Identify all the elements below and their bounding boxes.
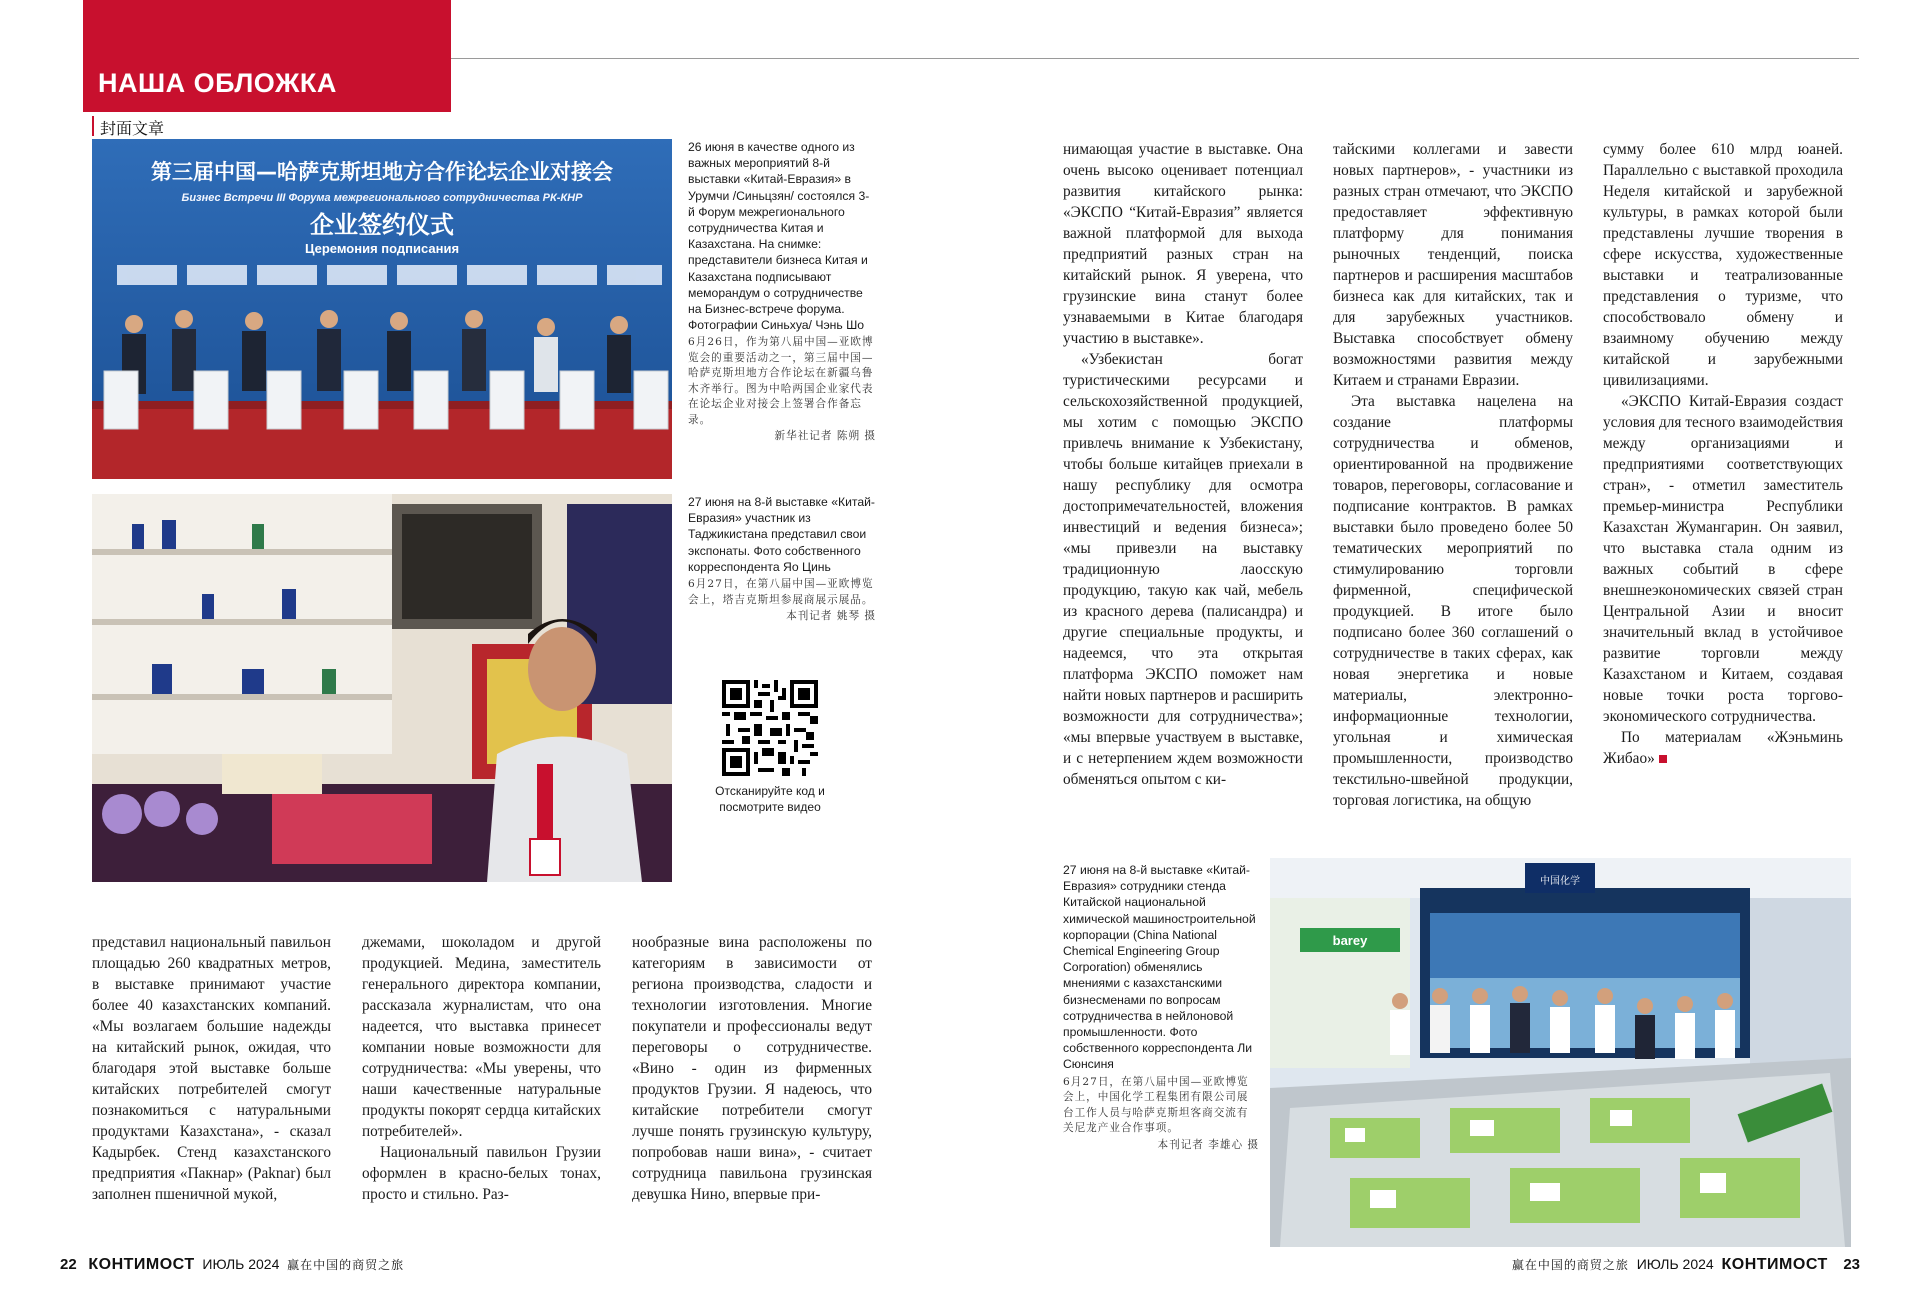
banner-title-zh: 第三届中国—哈萨克斯坦地方合作论坛企业对接会 <box>151 160 613 184</box>
paragraph: Эта выставка нацелена на создание платформы сотрудничества и обменов, ориентированной на продвижение товаров, переговоры, согласование и подписание контрактов. В рамках выставки было проведено более 50 тематических мероприятий по стимулированию торговли фирменной, специфической продукцией. В итоге было подписано более 360 соглашений о сотрудничестве в таких сферах, как новая энергетика и новые материалы, электронно-информационные технологии, угольная и химическая промышленности, производство текстильно-швейной продукции, торговая логистика, на общую <box>1333 393 1573 809</box>
article-left-col-1 <box>92 932 331 1205</box>
page-number-right: 23 <box>1843 1256 1860 1273</box>
caption-photo-2 <box>688 494 876 623</box>
article-right-col-3 <box>1603 139 1843 769</box>
paragraph: нимающая участие в выставке. Она очень высоко оценивает потенциал развития китайского рынка: «ЭКСПО “Китай-Евразия” является важной платформой для выхода предприятий разных стран на китайский рынок. Я уверена, что грузинские вина станут более узнаваемыми в Китае благодаря участию в выставке». <box>1063 141 1303 347</box>
paragraph: джемами, шоколадом и другой продукцией. Медина, заместитель генерального директора компании, рассказала журналистам, что она надеется, что выставка принесет компании новые возможности для сотрудничества: «Мы уверены, что наши качественные натуральные продукты покорят сердца китайских потребителей». <box>362 934 601 1140</box>
article-end-mark <box>1659 755 1667 763</box>
article-right-col-2 <box>1333 139 1573 811</box>
qr-instruction: Отсканируйте код и посмотрите видео <box>715 784 825 814</box>
section-subtitle: 封面文章 <box>100 119 165 138</box>
photo-chemical-booth <box>1270 858 1851 1247</box>
qr-code[interactable] <box>722 680 818 776</box>
footer-left <box>60 1256 404 1274</box>
ceremony-title-ru: Церемония подписания <box>304 241 460 256</box>
issue-date: ИЮЛЬ 2024 <box>202 1256 280 1272</box>
magazine-slogan: 赢在中国的商贸之旅 <box>1511 1258 1629 1272</box>
photo-signing-ceremony <box>92 139 672 479</box>
caption-photo-3 <box>1063 862 1259 1152</box>
caption-2-zh: 6月27日，在第八届中国—亚欧博览会上，塔吉克斯坦参展商展示展品。 <box>688 578 874 606</box>
footer-right <box>1512 1256 1860 1274</box>
header-divider <box>451 58 1859 59</box>
issue-date: ИЮЛЬ 2024 <box>1636 1256 1714 1272</box>
caption-3-credit: 本刊记者 李雄心 摄 <box>1157 1138 1259 1151</box>
caption-1-credit: 新华社记者 陈朔 摄 <box>774 430 876 443</box>
caption-1-text: 26 июня в качестве одного из важных мероприятий 8-й выставки «Китай-Евразия» в Урумчи /Синьцзян/ состоялся 3-й Форум межрегионального сотрудничества Китая и Казахстана. На снимке: представители бизнеса Китая и Казахстана подписывают меморандум о сотрудничестве на Бизнес-встрече форума. Фотографии Синьхуа/ Чэнь Шо <box>688 140 870 333</box>
source-credit <box>1603 727 1843 769</box>
photo-tajik-exhibitor <box>92 494 672 882</box>
banner-title-ru: Бизнес Встречи III Форума межрегионального сотрудничества РК-КНР <box>181 192 583 204</box>
caption-2-credit: 本刊记者 姚琴 摄 <box>786 610 876 623</box>
paragraph: «ЭКСПО Китай-Евразия создаст условия для тесного взаимодействия между организациями и предприятиями соответствующих стран», - отметил заместитель премьер-министра Республики Казахстан Жумангарин. Он заявил, что выставка стала одним из важных событий в сфере внешнеэкономических связей стран Центральной Азии и вносит значительный вклад в устойчивое развитие торговли между Казахстаном и Китаем, создавая новые точки роста торгово-экономического сотрудничества. <box>1603 393 1843 725</box>
paragraph: нообразные вина расположены по категориям в зависимости от региона производства, сладости и технологии изготовления. Многие покупатели и профессионалы ведут переговоры о сотрудничестве. «Вино - один из фирменных продуктов Грузии. Я надеюсь, что китайские потребители смогут лучше понять грузинскую культуру, попробовав наши вина», - считает сотрудница павильона грузинская девушка Нино, впервые при- <box>632 934 872 1203</box>
section-title: НАША ОБЛОЖКА <box>98 68 337 98</box>
booth-brand-sign: barey <box>1332 933 1368 948</box>
caption-1-zh: 6月26日，作为第八届中国—亚欧博览会的重要活动之一，第三届中国—哈萨克斯坦地方合作论坛在新疆乌鲁木齐举行。图为中哈两国企业家代表在论坛企业对接会上签署合作备忘录。 <box>688 336 874 426</box>
caption-2-text: 27 июня на 8-й выставке «Китай-Евразия» участник из Таджикистана представил свои экспонаты. Фото собственного корреспондента Яо Цинь <box>688 495 875 574</box>
ceremony-title-zh: 企业签约仪式 <box>310 211 454 239</box>
caption-3-zh: 6月27日，在第八届中国—亚欧博览会上，中国化学工程集团有限公司展台工作人员与哈萨克斯坦客商交流有关尼龙产业合作事项。 <box>1063 1075 1249 1135</box>
page-number-left: 22 <box>60 1256 77 1273</box>
paragraph: сумму более 610 млрд юаней. Параллельно с выставкой проходила Неделя китайской и зарубежной культуры, в рамках которой были представлены лучшие творения в сфере искусства, художественные выставки и театрализованные представления о туризме, что способствовало обмену и взаимному обучению между китайской и зарубежными цивилизациями. <box>1603 141 1843 389</box>
source-credit-text: По материалам «Жэньминь Жибао» <box>1603 729 1843 767</box>
paragraph: представил национальный павильон площадью 260 квадратных метров, в выставке принимают участие более 40 казахстанских компаний. «Мы возлагаем большие надежды на китайский рынок, ожидая, что благодаря этой выставке больше китайских потребителей смогут познакомиться с натуральными продуктами Казахстана», - сказал Кадырбек. Стенд казахстанского предприятия «Пакнар» (Paknar) был заполнен пшеничной мукой, <box>92 934 331 1203</box>
article-right-col-1 <box>1063 139 1303 790</box>
subtitle-accent-bar <box>92 116 94 136</box>
paragraph: тайскими коллегами и завести новых партнеров», - участники из разных стран отмечают, что ЭКСПО предоставляет эффективную платформу для понимания рыночных тенденций, поиска партнеров и расширения масштабов бизнеса как для китайских, так и для зарубежных участников. Выставка способствует обмену возможностями развития между Китаем и странами Евразии. <box>1333 141 1573 389</box>
magazine-slogan: 赢在中国的商贸之旅 <box>287 1258 405 1272</box>
booth-logo-zh: 中国化学 <box>1540 876 1580 887</box>
caption-photo-1 <box>688 139 876 443</box>
article-left-col-2 <box>362 932 601 1205</box>
article-left-col-3 <box>632 932 872 1205</box>
caption-3-text: 27 июня на 8-й выставке «Китай-Евразия» сотрудники стенда Китайской национальной химической машиностроительной корпорации (China National Chemical Engineering Group Corporation) обменялись мнениями с казахстанскими бизнесменами по вопросам сотрудничества в нейлоновой промышленности. Фото собственного корреспондента Ли Сюнсиня <box>1063 863 1256 1072</box>
paragraph: Национальный павильон Грузии оформлен в красно-белых тонах, просто и стильно. Раз- <box>362 1144 601 1203</box>
magazine-brand: КОНТИМОСТ <box>1721 1256 1828 1273</box>
magazine-brand: КОНТИМОСТ <box>88 1256 195 1273</box>
paragraph: «Узбекистан богат туристическими ресурсами и сельскохозяйственной продукцией, мы хотим с помощью ЭКСПО привлечь внимание к Узбекистану, чтобы больше китайцев приехали в нашу республику для осмотра достопримечательностей, вложения инвестиций и ведения бизнеса»; «мы привезли на выставку традиционную лаосскую продукцию, такую как чай, мебель из красного дерева (палисандра) и другие специальные продукты, и надеемся, что эта открытая платформа ЭКСПО поможет нам найти новых партнеров и расширить возможности для сотрудничества»; «мы впервые участвуем в выставке, и с нетерпением ждем возможности обменяться опытом с ки- <box>1063 351 1303 788</box>
